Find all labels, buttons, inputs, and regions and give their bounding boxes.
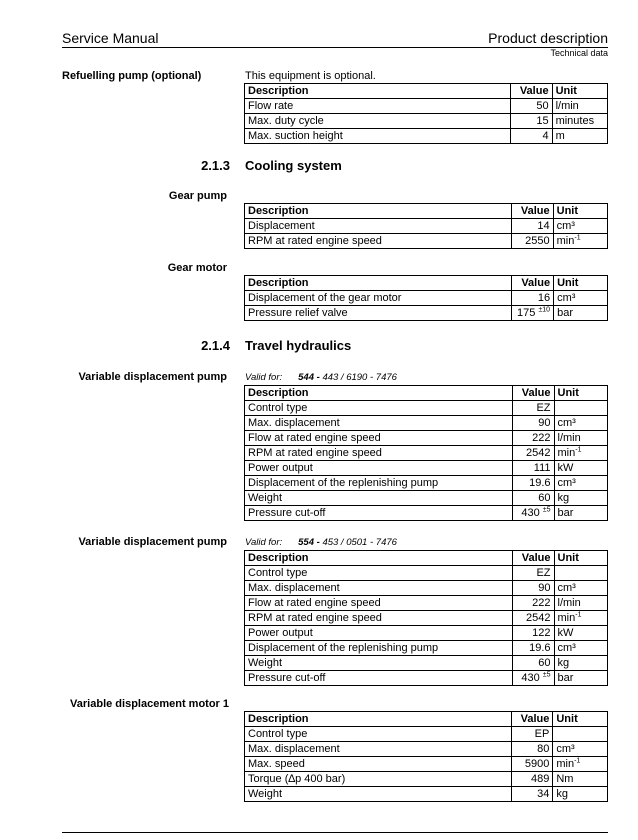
unit-cell: Unit	[553, 204, 607, 219]
description-cell: Max. displacement	[245, 742, 512, 757]
description-cell: Torque (∆p 400 bar)	[245, 772, 512, 787]
table-header-row	[245, 84, 608, 99]
cooling-section-title: Cooling system	[245, 158, 342, 173]
value-cell: Value	[512, 276, 554, 291]
valid-prefix: Valid for:	[245, 372, 283, 383]
value-cell: 80	[511, 742, 553, 757]
value-cell: 122	[513, 626, 554, 641]
unit-cell: m	[552, 129, 607, 144]
table-row	[245, 787, 608, 802]
pump1-valid-for	[245, 372, 397, 383]
unit-cell: cm³	[553, 219, 607, 234]
table-row	[245, 416, 608, 431]
valid-bold: 554 -	[298, 537, 320, 548]
table-row	[245, 476, 608, 491]
value-cell: 430 $^{\pm 5}$	[513, 506, 554, 521]
description-cell: Description	[245, 712, 512, 727]
description-cell: Max. duty cycle	[245, 114, 511, 129]
page-header-sub: Technical data	[550, 48, 608, 58]
unit-cell: $\min^{-1}$	[553, 757, 608, 772]
table-row	[245, 219, 608, 234]
unit-cell: cm³	[554, 581, 608, 596]
value-cell: 15	[510, 114, 552, 129]
value-cell: EZ	[513, 566, 554, 581]
value-cell: Value	[513, 386, 554, 401]
table-row	[245, 656, 608, 671]
value-cell: Value	[511, 712, 553, 727]
value-cell: EP	[511, 727, 553, 742]
value-cell: 19.6	[513, 476, 554, 491]
pump2-label: Variable displacement pump	[78, 536, 227, 548]
unit-cell	[554, 401, 608, 416]
value-cell: 2550	[512, 234, 554, 249]
gear-motor-label: Gear motor	[167, 262, 227, 274]
value-cell: 489	[511, 772, 553, 787]
table-row	[245, 431, 608, 446]
travel-section-title: Travel hydraulics	[245, 338, 352, 353]
description-cell: Description	[245, 84, 511, 99]
unit-cell: Unit	[554, 551, 608, 566]
unit-cell	[554, 566, 608, 581]
description-cell: Description	[245, 204, 512, 219]
value-cell: 90	[513, 416, 554, 431]
unit-cell: $\min^{-1}$	[554, 446, 608, 461]
description-cell: Pressure relief valve	[245, 306, 512, 321]
valid-prefix: Valid for:	[245, 537, 283, 548]
gear-pump-label: Gear pump	[168, 190, 227, 202]
table-header-row	[245, 551, 608, 566]
table-row	[245, 99, 608, 114]
description-cell: Displacement of the replenishing pump	[245, 641, 513, 656]
unit-cell: kW	[554, 461, 608, 476]
table-row	[245, 306, 608, 321]
description-cell: Max. speed	[245, 757, 512, 772]
table-row	[245, 581, 608, 596]
value-cell: 111	[513, 461, 554, 476]
value-cell: 430 $^{\pm 5}$	[513, 671, 554, 686]
description-cell: Flow at rated engine speed	[245, 431, 513, 446]
table-row	[245, 461, 608, 476]
motor1-table	[244, 711, 608, 802]
unit-cell: l/min	[552, 99, 607, 114]
table-row	[245, 772, 608, 787]
table-row	[245, 641, 608, 656]
description-cell: Flow at rated engine speed	[245, 596, 513, 611]
footer-rule	[62, 832, 608, 833]
description-cell: Max. displacement	[245, 416, 513, 431]
value-cell: 14	[512, 219, 554, 234]
description-cell: Displacement of the replenishing pump	[245, 476, 513, 491]
table-row	[245, 129, 608, 144]
table-row	[245, 742, 608, 757]
table-row	[245, 291, 608, 306]
value-cell: 60	[513, 491, 554, 506]
page-header-right: Product description	[488, 30, 608, 46]
unit-cell: l/min	[554, 596, 608, 611]
page-header-left: Service Manual	[62, 30, 159, 46]
pump2-table	[244, 550, 608, 686]
value-cell: 90	[513, 581, 554, 596]
description-cell: Pressure cut-off	[245, 506, 513, 521]
unit-cell: minutes	[552, 114, 607, 129]
unit-cell: $\min^{-1}$	[554, 611, 608, 626]
value-cell: 175 $^{\pm 10}$	[512, 306, 554, 321]
table-row	[245, 596, 608, 611]
valid-rest: 443 / 6190 - 7476	[322, 372, 397, 383]
description-cell: Weight	[245, 656, 513, 671]
unit-cell: cm³	[554, 476, 608, 491]
unit-cell: cm³	[554, 641, 608, 656]
refuelling-label: Refuelling pump (optional)	[62, 70, 202, 82]
description-cell: Control type	[245, 401, 513, 416]
unit-cell: Unit	[554, 386, 608, 401]
description-cell: RPM at rated engine speed	[245, 446, 513, 461]
description-cell: Max. suction height	[245, 129, 511, 144]
value-cell: Value	[512, 204, 554, 219]
unit-cell: cm³	[553, 742, 608, 757]
table-header-row	[245, 204, 608, 219]
value-cell: 16	[512, 291, 554, 306]
description-cell: Weight	[245, 787, 512, 802]
table-row	[245, 671, 608, 686]
description-cell: Description	[245, 276, 512, 291]
value-cell: 34	[511, 787, 553, 802]
unit-cell: kW	[554, 626, 608, 641]
table-row	[245, 727, 608, 742]
table-row	[245, 611, 608, 626]
unit-cell: kg	[554, 656, 608, 671]
value-cell: 60	[513, 656, 554, 671]
unit-cell: Unit	[552, 84, 607, 99]
refuelling-note: This equipment is optional.	[245, 70, 376, 82]
valid-bold: 544 -	[298, 372, 320, 383]
unit-cell: kg	[554, 491, 608, 506]
cooling-section-number: 2.1.3	[201, 158, 230, 173]
description-cell: Control type	[245, 727, 512, 742]
table-header-row	[245, 276, 608, 291]
table-row	[245, 491, 608, 506]
unit-cell: bar	[554, 306, 608, 321]
refuelling-table	[244, 83, 608, 144]
value-cell: 4	[510, 129, 552, 144]
unit-cell: Unit	[553, 712, 608, 727]
unit-cell: l/min	[554, 431, 608, 446]
unit-cell: Nm	[553, 772, 608, 787]
description-cell: Flow rate	[245, 99, 511, 114]
description-cell: Power output	[245, 626, 513, 641]
description-cell: RPM at rated engine speed	[245, 611, 513, 626]
description-cell: Control type	[245, 566, 513, 581]
description-cell: RPM at rated engine speed	[245, 234, 512, 249]
description-cell: Pressure cut-off	[245, 671, 513, 686]
value-cell: Value	[510, 84, 552, 99]
value-cell: 222	[513, 596, 554, 611]
unit-cell: bar	[554, 671, 608, 686]
value-cell: 2542	[513, 611, 554, 626]
table-row	[245, 757, 608, 772]
description-cell: Power output	[245, 461, 513, 476]
pump1-label: Variable displacement pump	[78, 371, 227, 383]
description-cell: Weight	[245, 491, 513, 506]
table-row	[245, 114, 608, 129]
description-cell: Description	[245, 551, 513, 566]
unit-cell	[553, 727, 608, 742]
unit-cell: cm³	[554, 291, 608, 306]
pump1-table	[244, 385, 608, 521]
travel-section-number: 2.1.4	[201, 338, 230, 353]
unit-cell: bar	[554, 506, 608, 521]
value-cell: 222	[513, 431, 554, 446]
pump2-valid-for	[245, 537, 397, 548]
header-rule	[62, 47, 608, 48]
unit-cell: cm³	[554, 416, 608, 431]
description-cell: Displacement	[245, 219, 512, 234]
value-cell: Value	[513, 551, 554, 566]
table-row	[245, 401, 608, 416]
description-cell: Displacement of the gear motor	[245, 291, 512, 306]
value-cell: 5900	[511, 757, 553, 772]
valid-rest: 453 / 0501 - 7476	[322, 537, 397, 548]
description-cell: Max. displacement	[245, 581, 513, 596]
table-row	[245, 566, 608, 581]
table-row	[245, 626, 608, 641]
unit-cell: $\min^{-1}$	[553, 234, 607, 249]
motor1-label: Variable displacement motor 1	[70, 698, 229, 710]
table-header-row	[245, 712, 608, 727]
value-cell: 50	[510, 99, 552, 114]
value-cell: EZ	[513, 401, 554, 416]
description-cell: Description	[245, 386, 513, 401]
table-header-row	[245, 386, 608, 401]
value-cell: 19.6	[513, 641, 554, 656]
unit-cell: Unit	[554, 276, 608, 291]
unit-cell: kg	[553, 787, 608, 802]
value-cell: 2542	[513, 446, 554, 461]
table-row	[245, 234, 608, 249]
gear-motor-table	[244, 275, 608, 321]
table-row	[245, 506, 608, 521]
table-row	[245, 446, 608, 461]
gear-pump-table	[244, 203, 608, 249]
